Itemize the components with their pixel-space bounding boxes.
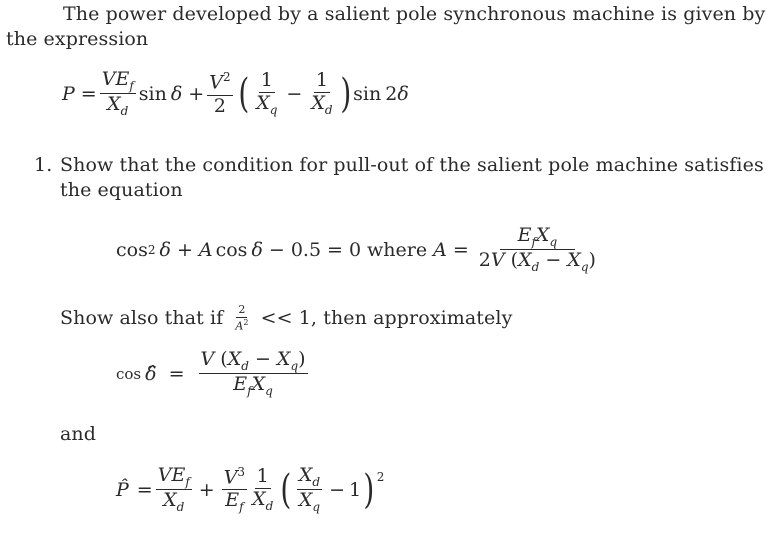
where-word: where bbox=[367, 238, 428, 261]
show-also-line: Show also that if $\frac{2}{A^2}$ << 1, then approximately bbox=[60, 303, 513, 333]
intro-line-1: The power developed by a salient pole synchronous machine is given by bbox=[63, 3, 766, 25]
show-also-prefix: Show also that if bbox=[60, 306, 224, 329]
pullout-equation: cos 2 δ + A cos δ − 0.5 = 0 where A = $\frac{E_fX_q}{2V (X_d - X_q)}$ bbox=[116, 224, 596, 275]
intro-line-2: the expression bbox=[6, 28, 149, 50]
show-also-suffix: << 1, then approximately bbox=[260, 306, 513, 329]
power-equation: P = $\frac{VE_f}{X_d}$ sin δ + $\frac{V^2}{2}$ ( $\frac{1}{X_q}$ − $\frac{1}{X_d}$ ) sin 2 δ bbox=[62, 68, 409, 119]
item-line-2: the equation bbox=[60, 179, 183, 201]
and-word: and bbox=[60, 423, 97, 445]
p-hat-equation: P̂ = $\frac{VE_f}{X_d}$ + $\frac{V^3}{E_f}$ $\frac{1}{X_d}$ ( $\frac{X_d}{X_q}$ − 1 ) 2 bbox=[116, 464, 385, 515]
item-line-1: Show that the condition for pull-out of the salient pole machine satisfies bbox=[60, 154, 764, 176]
cos-delta-hat-equation: cos δ̂ = $\frac{V (X_d - X_q)}{E_fX_q}$ bbox=[116, 348, 306, 399]
item-number: 1. bbox=[34, 154, 53, 176]
